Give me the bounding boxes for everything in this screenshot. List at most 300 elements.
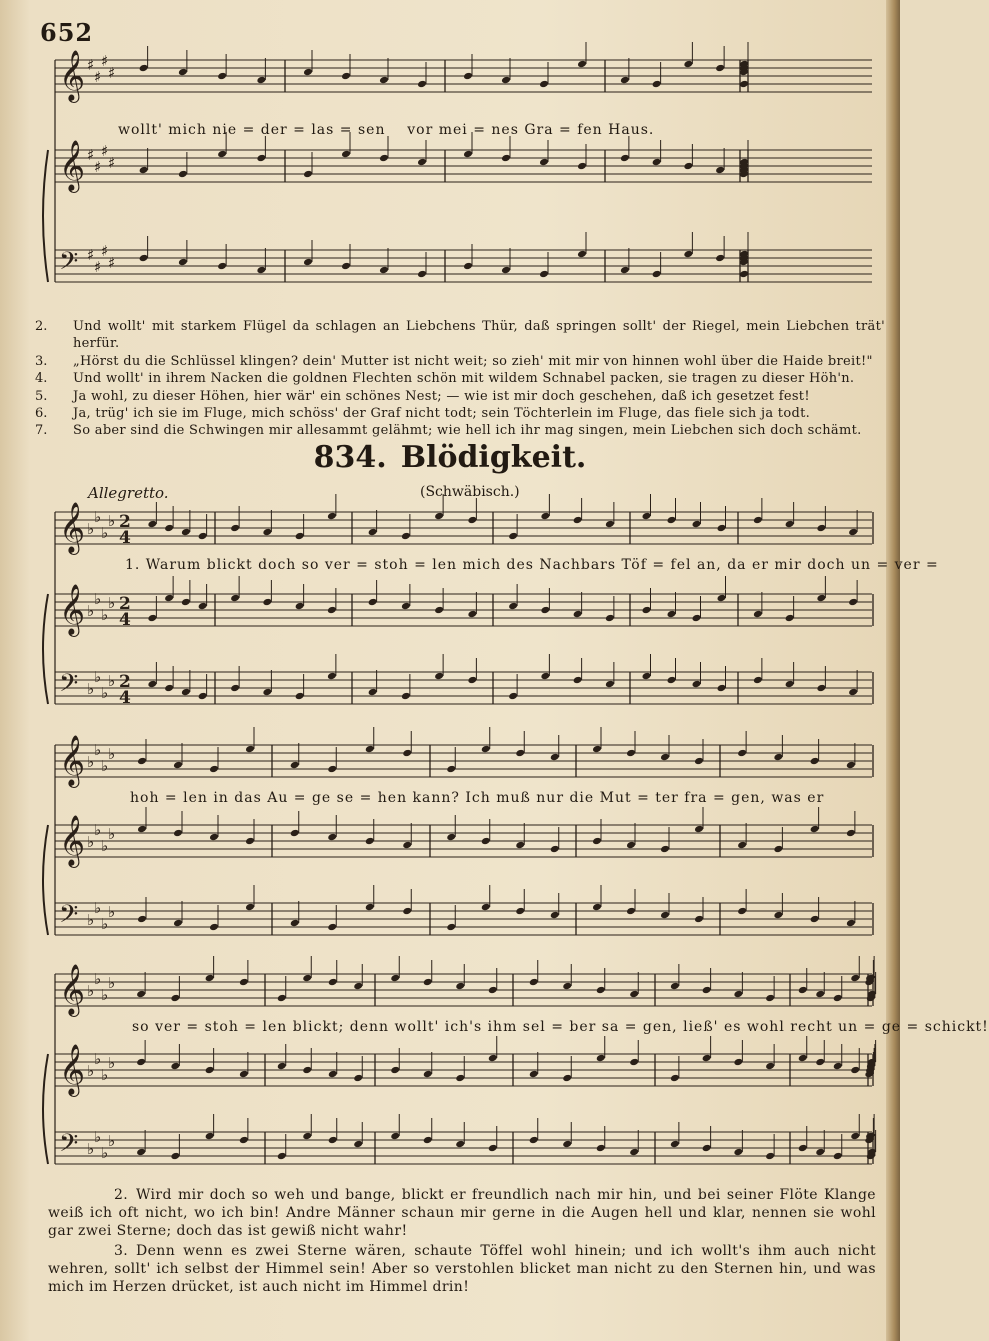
note-head <box>577 162 587 171</box>
note-head <box>670 1074 680 1083</box>
note-head <box>463 72 473 81</box>
note-head <box>667 516 677 525</box>
note-head <box>539 270 549 279</box>
note-head <box>753 610 763 619</box>
note-head <box>327 606 337 615</box>
note-head <box>539 158 549 167</box>
flat-icon: ♭ <box>87 982 95 1000</box>
note-head <box>328 978 338 987</box>
music-system-3 <box>0 962 900 1162</box>
note-head <box>715 64 725 73</box>
note-head <box>850 1132 860 1141</box>
note-head <box>592 903 602 912</box>
note-head <box>508 532 518 541</box>
note-head <box>816 684 826 693</box>
note-head <box>810 915 820 924</box>
sharp-icon: ♯ <box>101 52 109 70</box>
note-head <box>501 76 511 85</box>
note-head <box>620 266 630 275</box>
note-head <box>178 68 188 77</box>
note-head <box>620 76 630 85</box>
note-head <box>417 270 427 279</box>
treble-clef-icon: 𝄞 <box>59 140 86 191</box>
note-head <box>368 598 378 607</box>
note-head <box>683 162 693 171</box>
note-head <box>137 757 147 766</box>
flat-icon: ♭ <box>87 602 95 620</box>
note-head <box>810 825 820 834</box>
note-head <box>217 262 227 271</box>
flat-icon: ♭ <box>94 741 102 759</box>
note-head <box>401 602 411 611</box>
note-head <box>573 676 583 685</box>
note-head <box>230 594 240 603</box>
note-head <box>353 982 363 991</box>
note-head <box>816 524 826 533</box>
note-head <box>455 982 465 991</box>
note-head <box>652 80 662 89</box>
note-head <box>670 1140 680 1149</box>
flat-icon: ♭ <box>101 606 109 624</box>
note-head <box>508 692 518 701</box>
note-head <box>540 512 550 521</box>
note-head <box>652 158 662 167</box>
note-head <box>256 76 266 85</box>
note-head <box>205 974 215 983</box>
note-head <box>833 1062 843 1071</box>
note-head <box>846 761 856 770</box>
note-head <box>423 978 433 987</box>
note-head <box>515 749 525 758</box>
note-head <box>402 749 412 758</box>
note-head <box>481 903 491 912</box>
song-origin: (Schwäbisch.) <box>420 484 520 500</box>
note-head <box>562 1074 572 1083</box>
note-head <box>773 845 783 854</box>
note-head <box>147 520 157 529</box>
flat-icon: ♭ <box>87 680 95 698</box>
note-head <box>217 72 227 81</box>
sharp-icon: ♯ <box>108 254 116 272</box>
note-head <box>277 994 287 1003</box>
note-head <box>303 170 313 179</box>
flat-icon: ♭ <box>108 903 116 921</box>
note-head <box>170 1152 180 1161</box>
note-head <box>147 680 157 689</box>
note-head <box>652 270 662 279</box>
note-head <box>737 841 747 850</box>
note-head <box>848 688 858 697</box>
note-head <box>239 1070 249 1079</box>
note-head <box>501 154 511 163</box>
flat-icon: ♭ <box>101 986 109 1004</box>
sharp-icon: ♯ <box>94 158 102 176</box>
note-head <box>833 994 843 1003</box>
note-head <box>209 765 219 774</box>
note-head <box>230 684 240 693</box>
note-head <box>455 1074 465 1083</box>
flat-icon: ♭ <box>87 753 95 771</box>
note-head <box>136 1058 146 1067</box>
note-head <box>290 919 300 928</box>
sharp-icon: ♯ <box>108 64 116 82</box>
note-head <box>785 614 795 623</box>
sharp-icon: ♯ <box>101 142 109 160</box>
note-head <box>540 606 550 615</box>
sharp-icon: ♯ <box>87 246 95 264</box>
note-head <box>765 1152 775 1161</box>
note-head <box>446 833 456 842</box>
note-head <box>423 1070 433 1079</box>
note-head <box>846 829 856 838</box>
note-head <box>467 610 477 619</box>
note-head <box>629 1148 639 1157</box>
note-head <box>245 837 255 846</box>
verse-3: 3. „Hörst du die Schlüssel klingen? dein' Mutter ist nicht weit; so zieh' mit mir von hinnen wohl über die Haide breit!" <box>35 353 873 369</box>
note-head <box>508 602 518 611</box>
note-head <box>620 154 630 163</box>
note-head <box>642 606 652 615</box>
note-head <box>846 919 856 928</box>
note-head <box>816 594 826 603</box>
note-head <box>692 614 702 623</box>
note-head <box>592 837 602 846</box>
stanza-2: 2. Wird mir doch so weh und bange, blickt er freundlich nach mir hin, und bei seiner Flöte Klange weiß ich oft nicht, wo ich bin! Andre Männer schaun mir gerne in die Augen hell und klar, nennen sie wohl gar zwei Sterne; doch das ist gewiß nicht wahr! <box>48 1187 876 1239</box>
note-head <box>488 1144 498 1153</box>
note-head <box>328 1136 338 1145</box>
note-head <box>256 266 266 275</box>
flat-icon: ♭ <box>87 1062 95 1080</box>
note-head <box>173 919 183 928</box>
bass-clef-icon: 𝄢 <box>59 669 79 704</box>
lyric-line-3: so ver = stoh = len blickt; denn wollt' ich's ihm sel = ber sa = gen, ließ' es wohl recht un = ge = schickt! <box>132 1019 989 1035</box>
note-head <box>463 150 473 159</box>
note-head <box>209 923 219 932</box>
flat-icon: ♭ <box>101 837 109 855</box>
note-head <box>596 1144 606 1153</box>
treble-clef-icon: 𝄞 <box>59 735 86 786</box>
note-head <box>596 1054 606 1063</box>
verse-4: 4. Und wollt' in ihrem Nacken die goldnen Flechten schön mit wildem Schnabel packen, sie tragen zu dieser Höh'n. <box>35 371 855 387</box>
note-head <box>181 688 191 697</box>
note-head <box>692 520 702 529</box>
note-head <box>550 753 560 762</box>
flat-icon: ♭ <box>94 899 102 917</box>
verse-7: 7. So aber sind die Schwingen mir allesammt gelähmt; wie hell ich ihr mag singen, mein Liebchen sich doch schämt. <box>35 423 862 439</box>
note-head <box>365 745 375 754</box>
note-head <box>605 614 615 623</box>
note-head <box>848 598 858 607</box>
note-head <box>256 154 266 163</box>
note-head <box>573 516 583 525</box>
music-system-previous-song <box>0 40 900 350</box>
note-head <box>295 692 305 701</box>
brace-icon <box>43 825 48 935</box>
note-head <box>467 676 477 685</box>
bass-clef-icon: 𝄢 <box>59 900 79 935</box>
note-head <box>178 170 188 179</box>
note-head <box>488 1054 498 1063</box>
treble-clef-icon: 𝄞 <box>59 815 86 866</box>
flat-icon: ♭ <box>94 821 102 839</box>
page-number: 652 <box>40 18 94 47</box>
flat-icon: ♭ <box>87 1140 95 1158</box>
note-head <box>765 994 775 1003</box>
note-head <box>733 1058 743 1067</box>
tempo-marking: Allegretto. <box>88 484 169 502</box>
note-head <box>515 841 525 850</box>
note-head <box>667 676 677 685</box>
note-head <box>295 532 305 541</box>
note-head <box>773 911 783 920</box>
note-head <box>733 1148 743 1157</box>
note-head <box>290 761 300 770</box>
note-head <box>137 915 147 924</box>
note-head <box>262 528 272 537</box>
sharp-icon: ♯ <box>87 146 95 164</box>
note-head <box>327 672 337 681</box>
flat-icon: ♭ <box>101 524 109 542</box>
note-head <box>660 753 670 762</box>
note-head <box>434 606 444 615</box>
note-head <box>850 974 860 983</box>
treble-clef-icon: 𝄞 <box>59 50 86 101</box>
note-head <box>327 512 337 521</box>
flat-icon: ♭ <box>94 1128 102 1146</box>
bass-clef-icon: 𝄢 <box>59 247 79 282</box>
treble-clef-icon: 𝄞 <box>59 584 86 635</box>
note-head <box>239 1136 249 1145</box>
song-title <box>0 440 900 475</box>
flat-icon: ♭ <box>108 974 116 992</box>
brace-icon <box>43 1054 48 1164</box>
note-head <box>417 158 427 167</box>
note-head <box>365 903 375 912</box>
time-signature-top: 2 <box>119 512 131 532</box>
note-head <box>715 166 725 175</box>
note-head <box>717 524 727 533</box>
note-head <box>390 1132 400 1141</box>
flat-icon: ♭ <box>94 508 102 526</box>
note-head <box>798 1144 808 1153</box>
note-head <box>390 974 400 983</box>
note-head <box>198 532 208 541</box>
music-system-2 <box>0 733 900 933</box>
note-head <box>550 845 560 854</box>
note-head <box>562 1140 572 1149</box>
brace-icon <box>43 150 48 282</box>
note-head <box>815 990 825 999</box>
note-head <box>815 1058 825 1067</box>
note-head <box>198 692 208 701</box>
note-head <box>353 1140 363 1149</box>
flat-icon: ♭ <box>101 757 109 775</box>
note-head <box>577 250 587 259</box>
note-head <box>139 254 149 263</box>
note-head <box>181 528 191 537</box>
note-head <box>327 765 337 774</box>
note-head <box>501 266 511 275</box>
previous-song-verses <box>35 318 885 440</box>
note-head <box>327 923 337 932</box>
note-head <box>341 150 351 159</box>
note-head <box>798 1054 808 1063</box>
note-head <box>773 753 783 762</box>
flat-icon: ♭ <box>108 745 116 763</box>
note-head <box>402 841 412 850</box>
note-head <box>626 749 636 758</box>
note-head <box>262 688 272 697</box>
note-head <box>810 757 820 766</box>
note-head <box>365 837 375 846</box>
note-head <box>667 610 677 619</box>
note-head <box>540 672 550 681</box>
note-head <box>173 761 183 770</box>
note-head <box>379 266 389 275</box>
note-head <box>577 60 587 69</box>
note-head <box>341 72 351 81</box>
note-head <box>368 688 378 697</box>
note-head <box>217 150 227 159</box>
note-head <box>302 974 312 983</box>
note-head <box>753 676 763 685</box>
note-head <box>642 672 652 681</box>
note-head <box>833 1152 843 1161</box>
note-head <box>702 986 712 995</box>
note-head <box>328 1070 338 1079</box>
note-head <box>139 166 149 175</box>
note-head <box>694 825 704 834</box>
note-head <box>562 982 572 991</box>
note-head <box>694 915 704 924</box>
flat-icon: ♭ <box>108 1132 116 1150</box>
note-head <box>605 520 615 529</box>
sharp-icon: ♯ <box>108 154 116 172</box>
note-head <box>170 1062 180 1071</box>
time-signature-bottom: 4 <box>119 688 131 708</box>
note-head <box>239 978 249 987</box>
note-head <box>401 532 411 541</box>
note-head <box>481 837 491 846</box>
note-head <box>683 60 693 69</box>
note-head <box>164 524 174 533</box>
note-head <box>717 684 727 693</box>
music-system-1 <box>0 500 900 720</box>
treble-clef-icon: 𝄞 <box>59 502 86 553</box>
note-head <box>434 512 444 521</box>
note-head <box>737 907 747 916</box>
note-head <box>550 911 560 920</box>
note-head <box>205 1066 215 1075</box>
note-head <box>715 254 725 263</box>
note-head <box>629 990 639 999</box>
note-head <box>341 262 351 271</box>
note-head <box>626 841 636 850</box>
flat-icon: ♭ <box>94 1050 102 1068</box>
note-head <box>198 602 208 611</box>
note-head <box>205 1132 215 1141</box>
flat-icon: ♭ <box>108 594 116 612</box>
note-head <box>262 598 272 607</box>
note-head <box>277 1152 287 1161</box>
flat-icon: ♭ <box>101 915 109 933</box>
note-head <box>170 994 180 1003</box>
flat-icon: ♭ <box>87 911 95 929</box>
note-head <box>529 1136 539 1145</box>
note-head <box>136 990 146 999</box>
note-head <box>303 68 313 77</box>
note-head <box>737 749 747 758</box>
note-head <box>765 1062 775 1071</box>
note-head <box>401 692 411 701</box>
time-signature-top: 2 <box>119 672 131 692</box>
note-head <box>670 982 680 991</box>
note-head <box>245 903 255 912</box>
treble-clef-icon: 𝄞 <box>59 964 86 1015</box>
note-head <box>753 516 763 525</box>
note-head <box>137 825 147 834</box>
note-head <box>467 516 477 525</box>
flat-icon: ♭ <box>108 672 116 690</box>
treble-clef-icon: 𝄞 <box>59 1044 86 1095</box>
note-head <box>327 833 337 842</box>
note-head <box>488 986 498 995</box>
note-head <box>660 845 670 854</box>
note-head <box>592 745 602 754</box>
verse-5: 5. Ja wohl, zu dieser Höhen, hier wär' ein schönes Nest; — wie ist mir doch geschehen, daß ich gesetzet fest! <box>35 388 810 404</box>
note-head <box>290 829 300 838</box>
note-head <box>692 680 702 689</box>
flat-icon: ♭ <box>108 1054 116 1072</box>
note-head <box>539 80 549 89</box>
note-head <box>798 986 808 995</box>
note-head <box>694 757 704 766</box>
note-head <box>481 745 491 754</box>
note-head <box>596 986 606 995</box>
note-head <box>605 680 615 689</box>
note-head <box>417 80 427 89</box>
song-number: 834. <box>313 440 387 475</box>
note-head <box>702 1054 712 1063</box>
note-head <box>164 594 174 603</box>
previous-song-lyric-line: wollt' mich nie = der = las = sen vor mei = nes Gra = fen Haus. <box>118 122 655 138</box>
note-head <box>629 1058 639 1067</box>
note-head <box>136 1148 146 1157</box>
time-signature-top: 2 <box>119 594 131 614</box>
note-head <box>230 524 240 533</box>
lyric-line-2: hoh = len in das Au = ge se = hen kann? Ich muß nur die Mut = ter fra = gen, was er <box>130 790 825 806</box>
sharp-icon: ♯ <box>101 242 109 260</box>
note-head <box>642 512 652 521</box>
note-head <box>139 64 149 73</box>
note-head <box>434 672 444 681</box>
note-head <box>181 598 191 607</box>
note-head <box>446 923 456 932</box>
note-head <box>173 829 183 838</box>
note-head <box>295 602 305 611</box>
note-head <box>815 1148 825 1157</box>
stanza-3: 3. Denn wenn es zwei Sterne wären, schaute Töffel wohl hinein; und ich wollt's ihm auch nicht wehren, sollt' ich selbst der Himmel sein! Aber so verstohlen blicket man nicht zu den Sternen hin, und was mich im Herzen drücket, ist auch nicht im Himmel drin! <box>48 1243 876 1295</box>
note-head <box>702 1144 712 1153</box>
note-head <box>785 520 795 529</box>
flat-icon: ♭ <box>101 1066 109 1084</box>
verse-2: 2. Und wollt' mit starkem Flügel da schlagen an Liebchens Thür, daß springen sollt' der Riegel, mein Liebchen trät' herfür. <box>35 319 885 352</box>
note-head <box>368 528 378 537</box>
sharp-icon: ♯ <box>94 258 102 276</box>
note-head <box>178 258 188 267</box>
note-head <box>379 76 389 85</box>
note-head <box>850 1066 860 1075</box>
